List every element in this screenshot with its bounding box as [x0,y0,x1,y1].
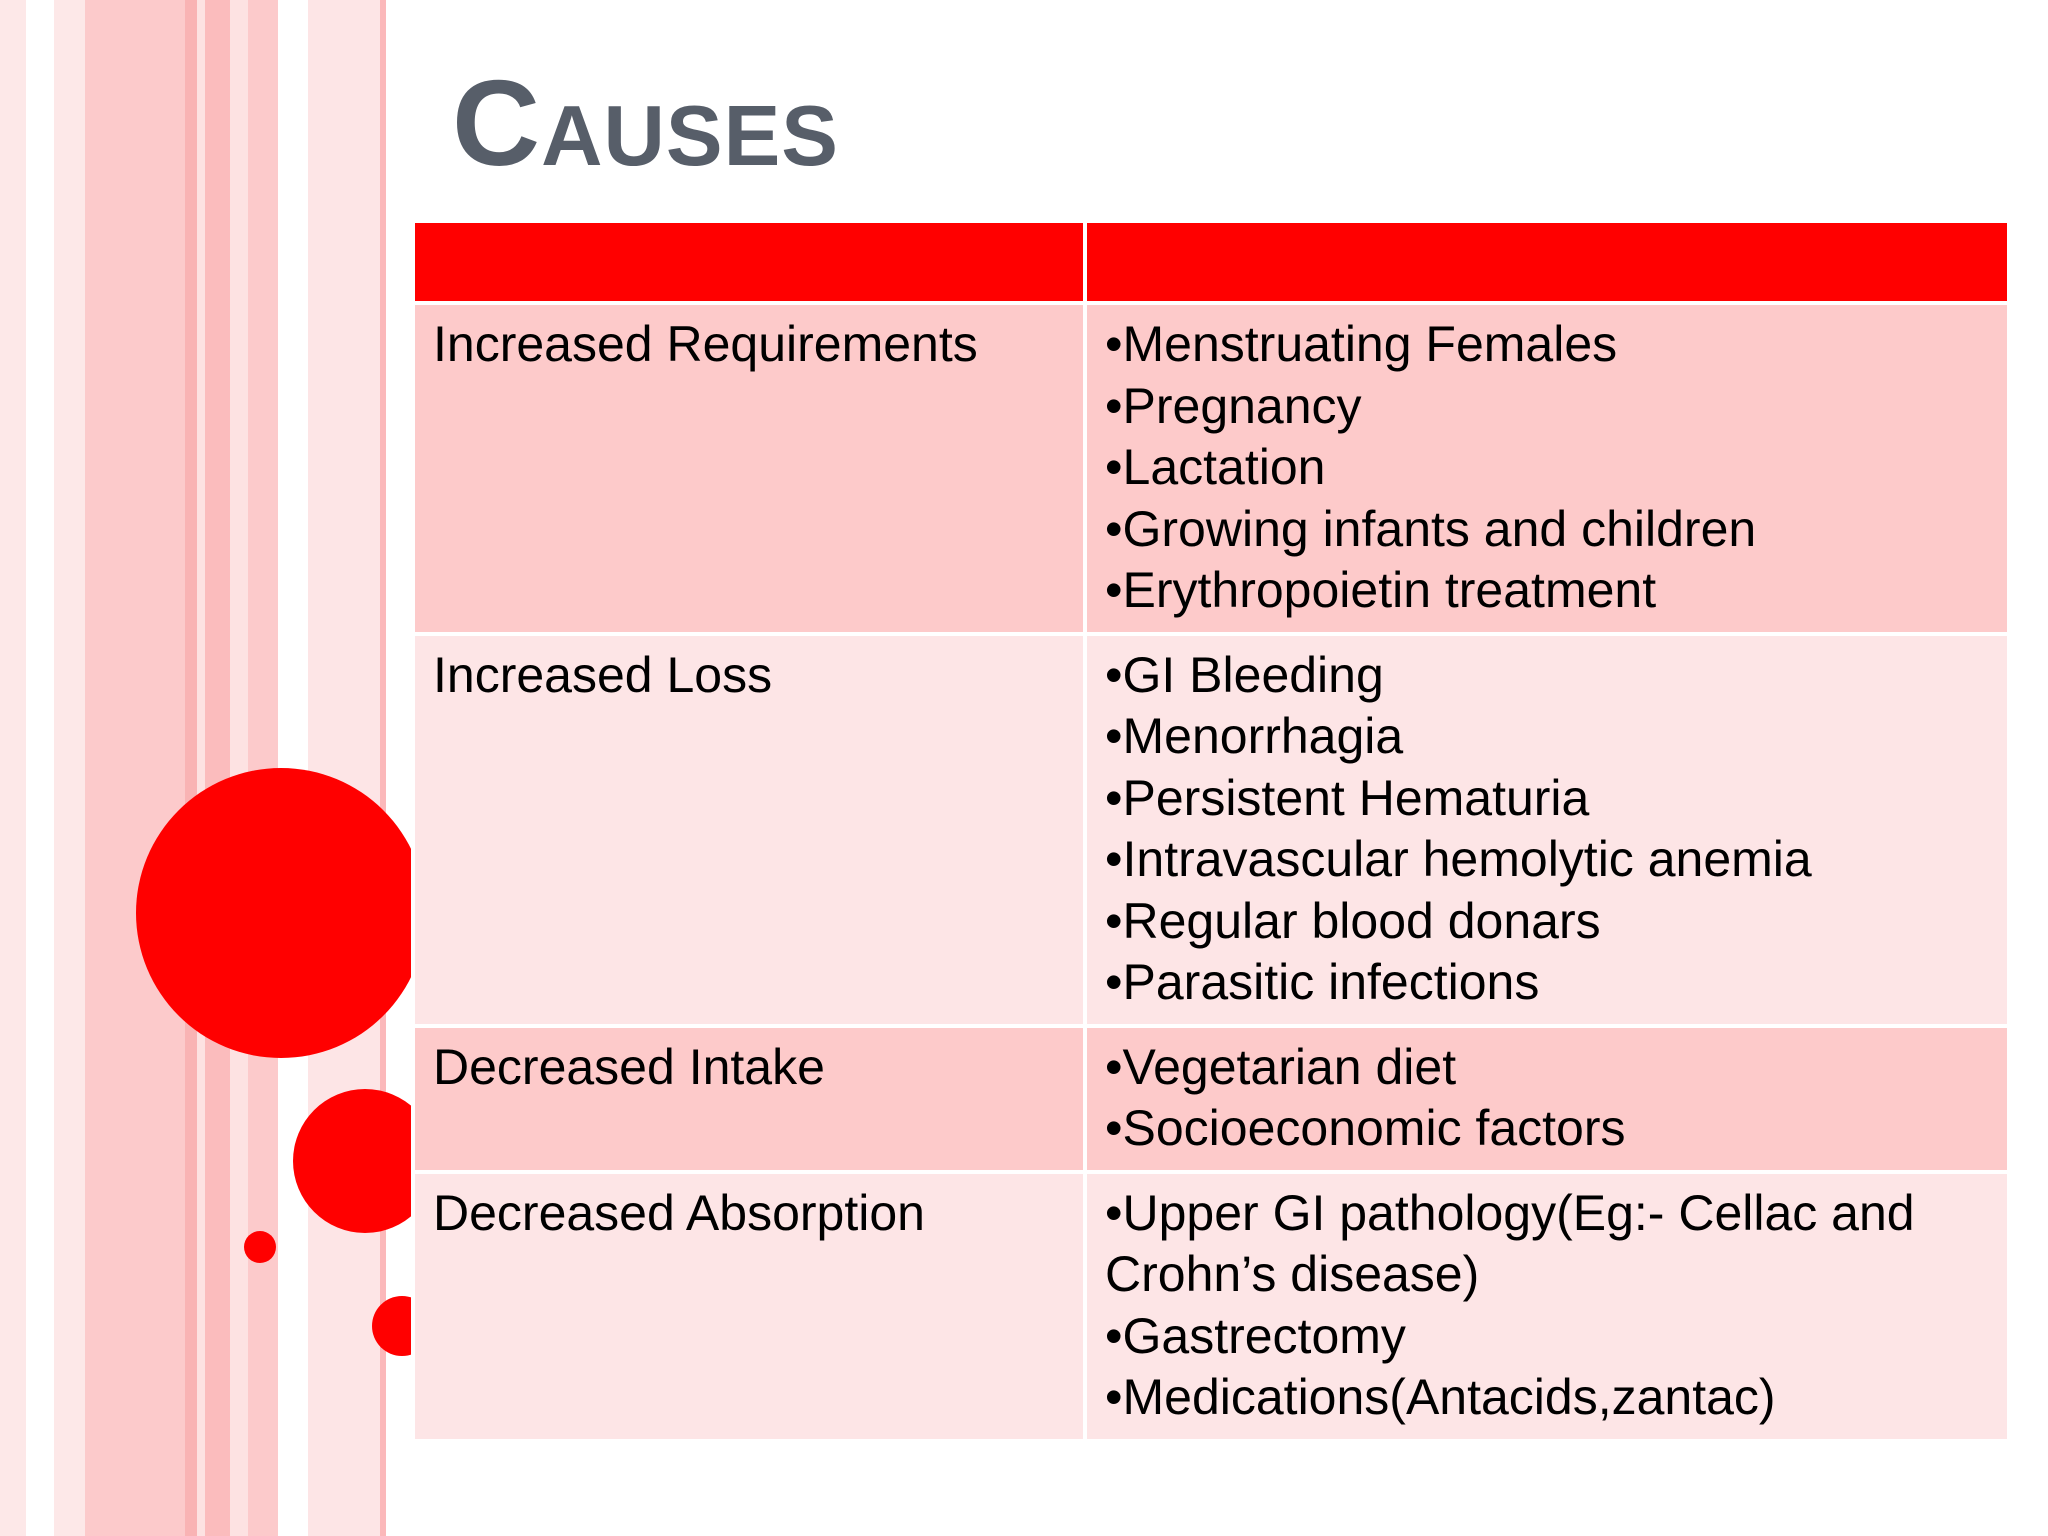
list-item: •Gastrectomy [1105,1307,1406,1364]
causes-table [411,219,2011,1443]
slide-title: Causes [452,55,839,191]
list-item: •Growing infants and children [1105,500,1757,557]
list-item: •Menorrhagia [1105,708,1404,764]
table-header-cell [413,221,1085,303]
cause-category: Decreased Intake [413,1026,1085,1172]
table-row [413,1026,2009,1172]
decorative-stripe [185,0,197,1536]
list-item: •Regular blood donars [1105,892,1601,949]
list-item: •Parasitic infections [1105,954,1540,1010]
list-item: •Socioeconomic factors [1105,1100,1626,1156]
table-row [413,634,2009,1026]
cause-category: Increased Loss [413,634,1085,1026]
cause-items [1085,1026,2009,1172]
list-item: •Pregnancy [1105,377,1362,434]
table-row [413,303,2009,634]
list-item: •Erythropoietin treatment [1105,562,1657,618]
decorative-stripe [197,0,205,1536]
list-item: •Lactation [1105,439,1326,495]
decorative-stripe [26,0,54,1536]
table-header-cell [1085,221,2009,303]
decorative-circle-large [136,768,426,1058]
list-item: •Upper GI pathology(Eg:- Cellac and Crohn’s disease) [1105,1184,1915,1302]
cause-category: Decreased Absorption [413,1172,1085,1441]
cause-items [1085,634,2009,1026]
list-item: •Vegetarian diet [1105,1038,1457,1095]
list-item: •Persistent Hematuria [1105,769,1590,826]
list-item: •Menstruating Females [1105,316,1618,372]
cause-items [1085,303,2009,634]
list-item: •GI Bleeding [1105,646,1384,703]
table-row [413,1172,2009,1441]
list-item: •Intravascular hemolytic anemia [1105,831,1812,887]
decorative-circle-small [244,1231,276,1263]
decorative-stripe [230,0,248,1536]
decorative-stripe [308,0,380,1536]
list-item: •Medications(Antacids,zantac) [1105,1369,1776,1425]
cause-items [1085,1172,2009,1441]
decorative-stripe [85,0,185,1536]
cause-category: Increased Requirements [413,303,1085,634]
decorative-stripe [205,0,230,1536]
table-header-row [413,221,2009,303]
